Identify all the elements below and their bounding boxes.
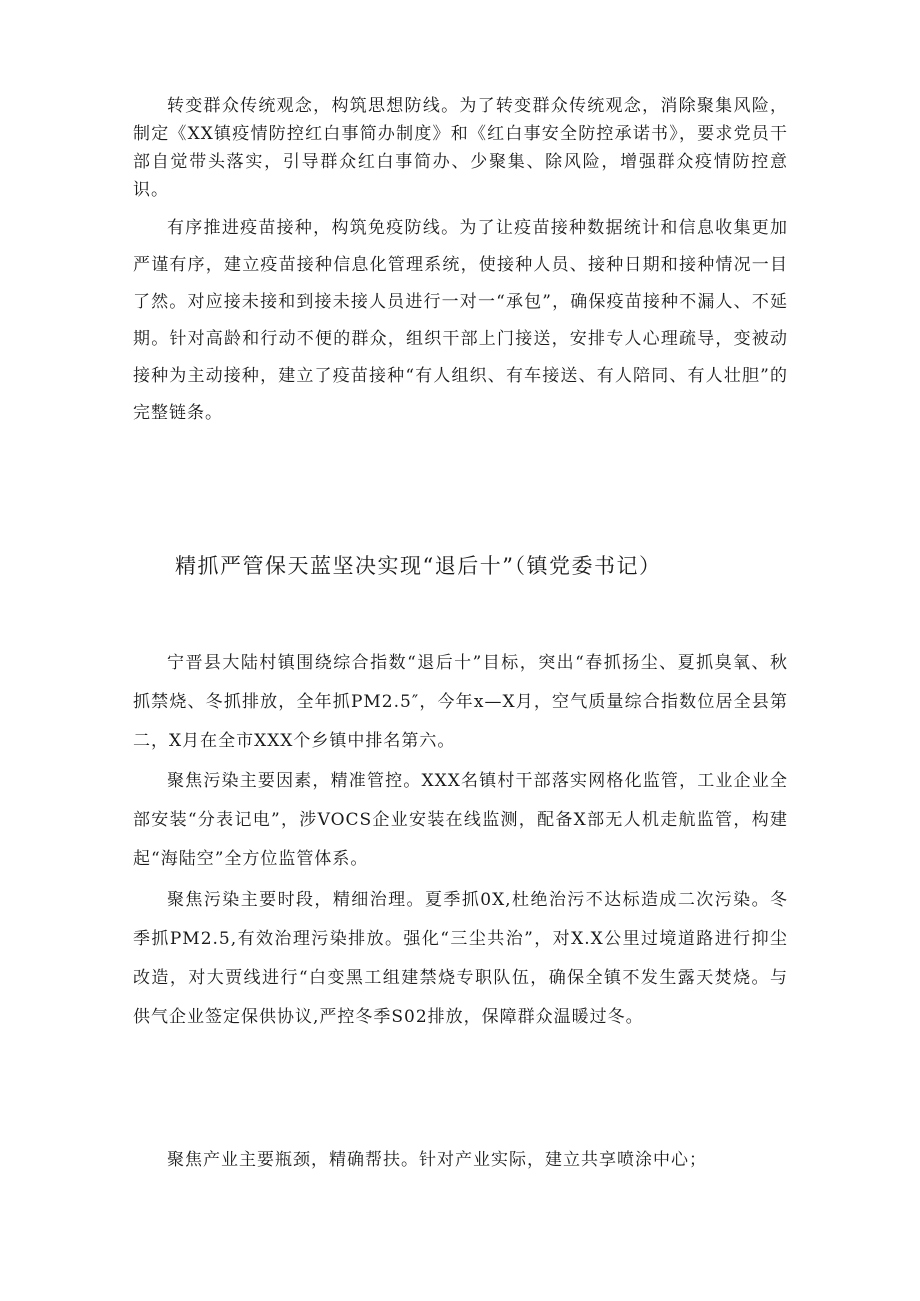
paragraph-pollution-periods: 聚焦污染主要时段，精细治理。夏季抓0X,杜绝治污不达标造成二次污染。冬季抓PM2.5,有效治理污染排放。强化“三尘共治”，对X.X公里过境道路进行抑尘改造，对大贾线进行“白变黑工组建禁烧专职队伍，确保全镇不发生露天焚烧。与供气企业签定保供协议,严控冬季S02排放，保障群众温暖过冬。 [133,890,788,1027]
section-title: 精抓严管保天蓝坚决实现“退后十”（镇党委书记） [175,554,662,578]
paragraph-industry-bottleneck: 聚焦产业主要瓶颈，精确帮扶。针对产业实际，建立共享喷涂中心； [167,1150,707,1170]
paragraph-pollution-factors: 聚焦污染主要因素，精准管控。XXX名镇村干部落实网格化监管，工业企业全部安装“分表记电”，涉VOCS企业安装在线监测，配备X部无人机走航监管，构建起“海陆空”全方位监管体系。 [133,771,788,869]
paragraph-thought-defense: 转变群众传统观念，构筑思想防线。为了转变群众传统观念，消除聚集风险，制定《XX镇疫情防控红白事简办制度》和《红白事安全防控承诺书》，要求党员干部自觉带头落实，引导群众红白事简办、少聚集、除风险，增强群众疫情防控意识。 [133,96,788,200]
paragraph-vaccine-defense: 有序推进疫苗接种，构筑免疫防线。为了让疫苗接种数据统计和信息收集更加严谨有序，建立疫苗接种信息化管理系统，使接种人员、接种日期和接种情况一目了然。对应接未接和到接未接人员进行一对一“承包”，确保疫苗接种不漏人、不延期。针对高龄和行动不便的群众，组织干部上门接送，安排专人心理疏导，变被动接种为主动接种，建立了疫苗接种“有人组织、有车接送、有人陪同、有人壮胆”的完整链条。 [133,218,788,423]
paragraph-air-quality-intro: 宁晋县大陆村镇围绕综合指数“退后十”目标，突出“春抓扬尘、夏抓臭氧、秋抓禁烧、冬抓排放，全年抓PM2.5″，今年x—X月，空气质量综合指数位居全县第二，X月在全市XXX个乡镇中排名第六。 [133,653,788,751]
